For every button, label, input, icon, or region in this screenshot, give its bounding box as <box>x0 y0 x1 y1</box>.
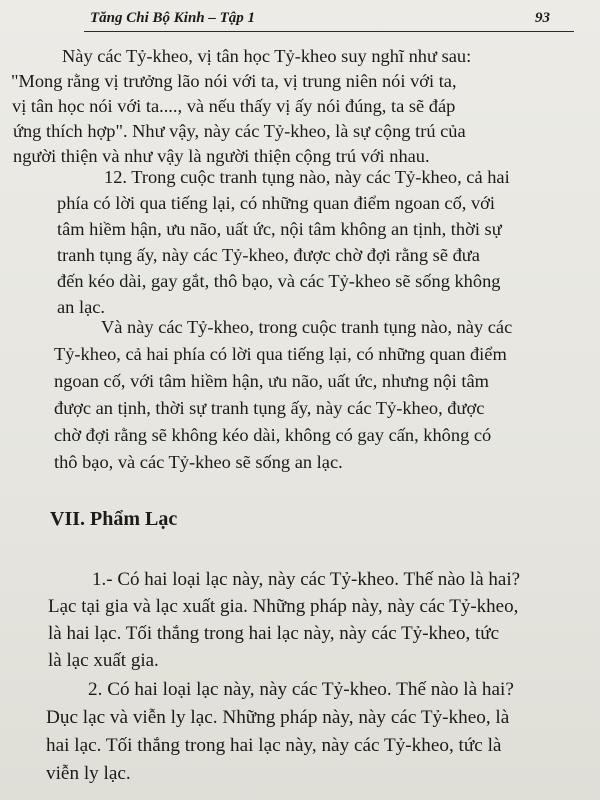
paragraph-line: ứng thích hợp". Như vậy, này các Tỷ-kheo, là sự cộng trú của <box>13 121 466 141</box>
section-heading: VII. Phẩm Lạc <box>50 508 178 530</box>
paragraph-line: tranh tụng ấy, này các Tỷ-kheo, được chờ đợi rằng sẽ đưa <box>57 245 480 265</box>
paragraph-line: thô bạo, và các Tỷ-kheo sẽ sống an lạc. <box>54 452 343 472</box>
paragraph-line: hai lạc. Tối thắng trong hai lạc này, này các Tỷ-kheo, tức là <box>46 735 502 756</box>
paragraph-2 <box>57 164 510 320</box>
paragraph-line: 12. Trong cuộc tranh tụng nào, này các Tỷ-kheo, cả hai <box>104 167 510 187</box>
paragraph-line: là lạc xuất gia. <box>48 650 159 671</box>
paragraph-line: đến kéo dài, gay gắt, thô bạo, và các Tỷ-kheo sẽ sống không <box>57 271 501 291</box>
paragraph-line: là hai lạc. Tối thắng trong hai lạc này, này các Tỷ-kheo, tức <box>48 623 499 644</box>
paragraph-line: tâm hiềm hận, ưu não, uất ức, nội tâm không an tịnh, thời sự <box>57 219 502 239</box>
paragraph-line: được an tịnh, thời sự tranh tụng ấy, này các Tỷ-kheo, được <box>54 398 485 418</box>
paragraph-line: Và này các Tỷ-kheo, trong cuộc tranh tụng nào, này các <box>101 317 513 337</box>
paragraph-line: phía có lời qua tiếng lại, có những quan điểm ngoan cố, với <box>57 193 495 213</box>
paragraph-5 <box>46 676 514 788</box>
running-header <box>88 6 558 30</box>
paragraph-line: Lạc tại gia và lạc xuất gia. Những pháp này, này các Tỷ-kheo, <box>48 596 519 617</box>
paragraph-line: ngoan cố, với tâm hiềm hận, ưu não, uất ức, nhưng nội tâm <box>54 371 489 391</box>
paragraph-line: Dục lạc và viễn ly lạc. Những pháp này, này các Tỷ-kheo, là <box>46 707 510 728</box>
header-rule <box>84 31 574 32</box>
paragraph-4 <box>48 566 520 674</box>
paragraph-line: Tỷ-kheo, cả hai phía có lời qua tiếng lại, có những quan điểm <box>54 344 507 364</box>
running-header-title: Tăng Chi Bộ Kinh – Tập 1 <box>90 10 256 26</box>
paragraph-line: người thiện và như vậy là người thiện cộng trú với nhau. <box>13 146 430 166</box>
paragraph-line: Này các Tỷ-kheo, vị tân học Tỷ-kheo suy nghĩ như sau: <box>62 46 472 66</box>
paragraph-line: 1.- Có hai loại lạc này, này các Tỷ-kheo. Thế nào là hai? <box>92 569 521 590</box>
paragraph-1 <box>11 44 472 169</box>
paragraph-line: an lạc. <box>57 297 105 317</box>
paragraph-3 <box>54 314 512 476</box>
paragraph-line: vị tân học nói với ta...., và nếu thấy vị ấy nói đúng, ta sẽ đáp <box>12 96 456 116</box>
page-number: 93 <box>535 10 550 26</box>
paragraph-line: 2. Có hai loại lạc này, này các Tỷ-kheo. Thế nào là hai? <box>88 679 514 700</box>
paragraph-line: viễn ly lạc. <box>46 763 131 784</box>
paragraph-line: "Mong rằng vị trưởng lão nói với ta, vị trung niên nói với ta, <box>11 71 457 91</box>
paragraph-line: chờ đợi rằng sẽ không kéo dài, không có gay cấn, không có <box>54 425 492 445</box>
